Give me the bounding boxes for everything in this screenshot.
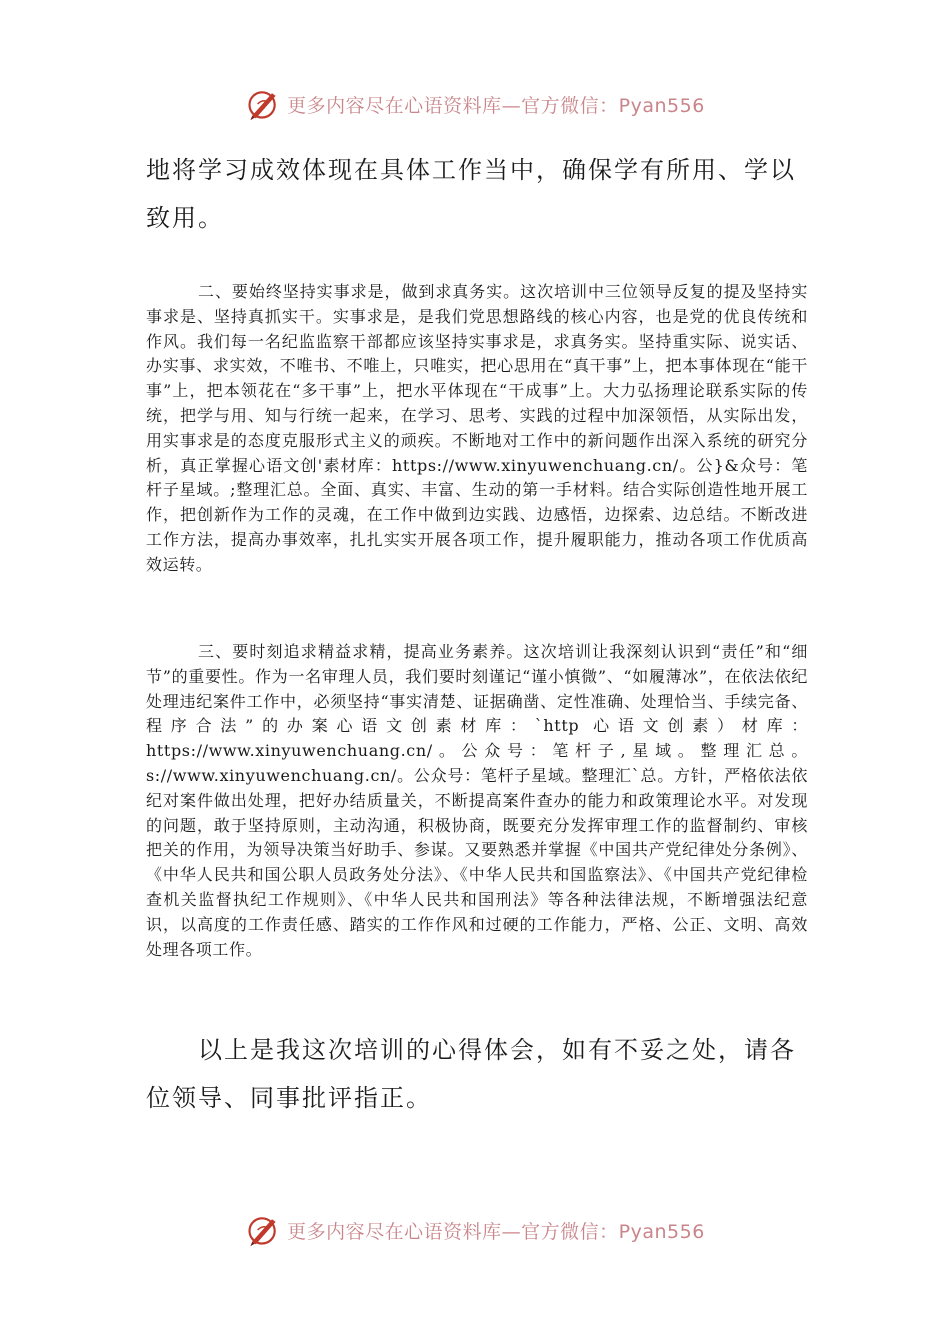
footer-banner (0, 1210, 950, 1250)
header-banner (0, 84, 950, 124)
pen-logo-icon (245, 86, 281, 122)
header-banner-id: Pyan556 (618, 94, 705, 117)
paragraph-2: 二、要始终坚持实事求是，做到求真务实。这次培训中三位领导反复的提及坚持实事求是、坚持真抓实干。实事求是，是我们党思想路线的核心内容，也是党的优良传统和作风。我们每一名纪监监察干部都应该坚持实事求是，求真务实。坚持重实际、说实话、办实事、求实效，不唯书、不唯上，只唯实，把心思用在“真干事”上，把本事体现在“能干事”上，把本领花在“多干事”上，把水平体现在“干成事”上。大力弘扬理论联系实际的传统，把学与用、知与行统一起来，在学习、思考、实践的过程中加深领悟，从实际出发，用实事求是的态度克服形式主义的顽疾。不断地对工作中的新问题作出深入系统的研究分析，真正掌握心语文创'素材库：https://www.xinyuwenchuang.cn/。公}&众号：笔杆子星域。;整理汇总。全面、真实、丰富、生动的第一手材料。结合实际创造性地开展工作，把创新作为工作的灵魂，在工作中做到边实践、边感悟，边探索、边总结。不断改进工作方法，提高办事效率，扎扎实实开展各项工作，提升履职能力，推动各项工作优质高效运转。 (146, 282, 808, 574)
footer-banner-label: 更多内容尽在心语资料库—官方微信： (287, 1220, 619, 1243)
footer-banner-id: Pyan556 (618, 1220, 705, 1243)
paragraph-3: 三、要时刻追求精益求精，提高业务素养。这次培训让我深刻认识到“责任”和“细节”的重要性。作为一名审理人员，我们要时刻谨记“谨小慎微”、“如履薄冰”，在依法依纪处理违纪案件工作中，必须坚持“事实清楚、证据确凿、定性准确、处理恰当、手续完备、程序合法”的办案心语文创素材库：`http 心语文创素）材库：https://www.xinyuwenchuang.cn/。公众号：笔杆子,星域。整理汇总。s://www.xinyuwenchuang.cn/。公众号：笔杆子星域。整理汇`总。方针，严格依法依纪对案件做出处理，把好办结质量关，不断提高案件查办的能力和政策理论水平。对发现的问题，敢于坚持原则，主动沟通，积极协商，既要充分发挥审理工作的监督制约、审核把关的作用，为领导决策当好助手、参谋。又要熟悉并掌握《中国共产党纪律处分条例》、《中华人民共和国公职人员政务处分法》、《中华人民共和国监察法》、《中国共产党纪律检查机关监督执纪工作规则》、《中华人民共和国刑法》等各种法律法规，不断增强法纪意识，以高度的工作责任感、踏实的工作作风和过硬的工作能力，严格、公正、文明、高效处理各项工作。 (146, 642, 808, 959)
header-banner-label: 更多内容尽在心语资料库—官方微信： (287, 94, 619, 117)
header-banner-text (287, 91, 705, 118)
footer-banner-text (287, 1217, 705, 1244)
intro-paragraph: 地将学习成效体现在具体工作当中，确保学有所用、学以致用。 (146, 156, 796, 232)
pen-logo-icon (245, 1212, 281, 1248)
closing-paragraph: 以上是我这次培训的心得体会，如有不妥之处，请各位领导、同事批评指正。 (146, 1036, 796, 1112)
